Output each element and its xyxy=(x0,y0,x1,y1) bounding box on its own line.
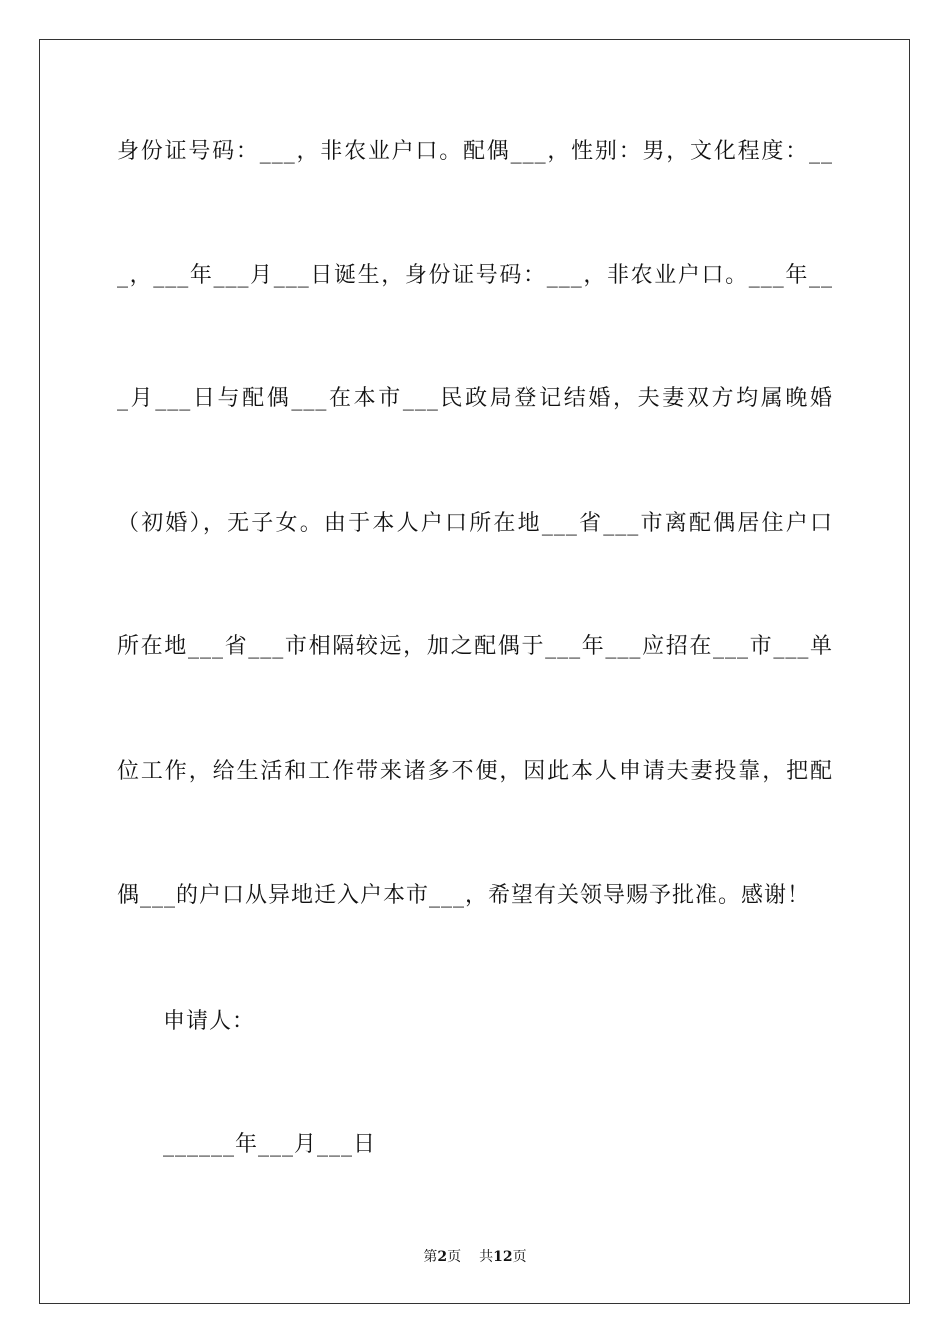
body-line-3: _月___日与配偶___在本市___民政局登记结婚，夫妻双方均属晚婚 xyxy=(117,386,833,411)
footer-total-prefix: 共 xyxy=(479,1249,494,1265)
date-line: ______年___月___日 xyxy=(163,1132,377,1157)
footer-page-unit: 页 xyxy=(447,1249,462,1265)
body-line-4: （初婚），无子女。由于本人户口所在地___省___市离配偶居住户口 xyxy=(117,511,833,536)
footer-page-prefix: 第 xyxy=(423,1249,438,1265)
body-line-5: 所在地___省___市相隔较远，加之配偶于___年___应招在___市___单 xyxy=(117,634,833,659)
footer-total-unit: 页 xyxy=(512,1249,527,1265)
footer-page-current: 2 xyxy=(437,1249,448,1265)
applicant-label: 申请人： xyxy=(163,1009,256,1034)
page-border xyxy=(39,39,910,1304)
page-footer xyxy=(0,1247,950,1267)
body-line-6: 位工作，给生活和工作带来诸多不便，因此本人申请夫妻投靠，把配 xyxy=(117,759,833,784)
body-line-7: 偶___的户口从异地迁入户本市___，希望有关领导赐予批准。感谢！ xyxy=(117,883,811,908)
body-line-2: _，___年___月___日诞生，身份证号码：___，非农业户口。___年__ xyxy=(117,263,833,288)
body-line-1: 身份证号码：___，非农业户口。配偶___，性别：男，文化程度：__ xyxy=(117,139,833,164)
footer-page-total: 12 xyxy=(493,1249,513,1265)
